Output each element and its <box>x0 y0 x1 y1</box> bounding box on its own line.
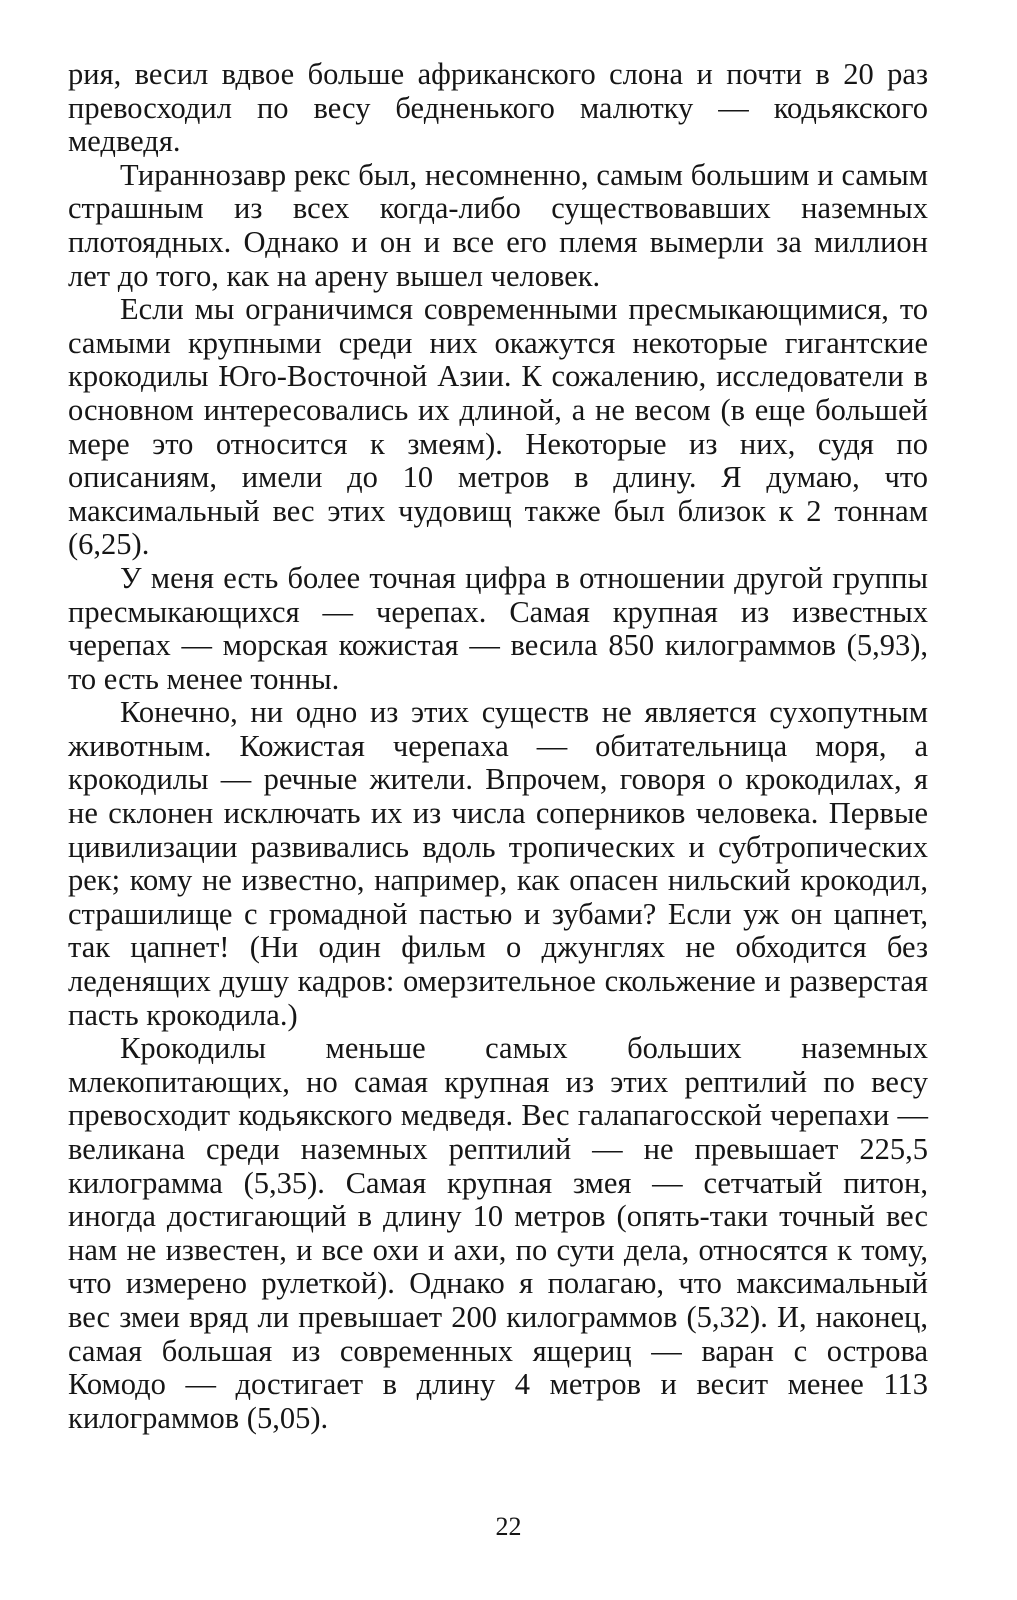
paragraph-tyrannosaurus: Тираннозавр рекс был, несомненно, самым большим и самым страшным из всех когда-либо существовавших наземных плотоядных. Однако и он и все его племя вымерли за миллион лет до того, как на арену вышел человек. <box>68 157 928 293</box>
paragraph-continuation: рия, весил вдвое больше африканского слона и почти в 20 раз превосходил по весу бедненького малютку — кодьякского медведя. <box>68 57 928 159</box>
paragraph-turtles: У меня есть более точная цифра в отношении другой группы пресмыкающихся — черепах. Самая крупная из известных черепах — морская кожистая — весила 850 килограммов (5,93), то есть менее тонны. <box>68 560 928 696</box>
paragraph-crocodiles-asia: Если мы ограничимся современными пресмыкающимися, то самыми крупными среди них окажутся некоторые гигантские крокодилы Юго-Восточной Азии. К сожалению, исследователи в основном интересовались их длиной, а не весом (в еще большей мере это относится к змеям). Некоторые из них, судя по описаниям, имели до 10 метров в длину. Я думаю, что максимальный вес этих чудовищ также был близок к 2 тоннам (6,25). <box>68 292 928 562</box>
body-text <box>68 58 928 1435</box>
page-number: 22 <box>495 1512 522 1541</box>
paragraph-reptile-weights: Крокодилы меньше самых больших наземных млекопитающих, но самая крупная из этих рептилий по весу превосходит кодьякского медведя. Вес галапагосской черепахи — великана среди наземных рептилий — не превышает 225,5 килограмма (5,35). Самая крупная змея — сетчатый питон, иногда достигающий в длину 10 метров (опять-таки точный вес нам не известен, и все охи и ахи, по сути дела, относятся к тому, что измерено рулеткой). Однако я полагаю, что максимальный вес змеи вряд ли превышает 200 килограммов (5,32). И, наконец, самая большая из современных ящериц — варан с острова Комодо — достигает в длину 4 метров и весит менее 113 килограммов (5,05). <box>68 1031 928 1435</box>
paragraph-land-animals: Конечно, ни одно из этих существ не является сухопутным животным. Кожистая черепаха — обитательница моря, а крокодилы — речные жители. Впрочем, говоря о крокодилах, я не склонен исключать их из числа соперников человека. Первые цивилизации развивались вдоль тропических и субтропических рек; кому не известно, например, как опасен нильский крокодил, страшилище с громадной пастью и зубами? Если уж он цапнет, так цапнет! (Ни один фильм о джунглях не обходится без леденящих душу кадров: омерзительное скольжение и разверстая пасть крокодила.) <box>68 695 928 1032</box>
